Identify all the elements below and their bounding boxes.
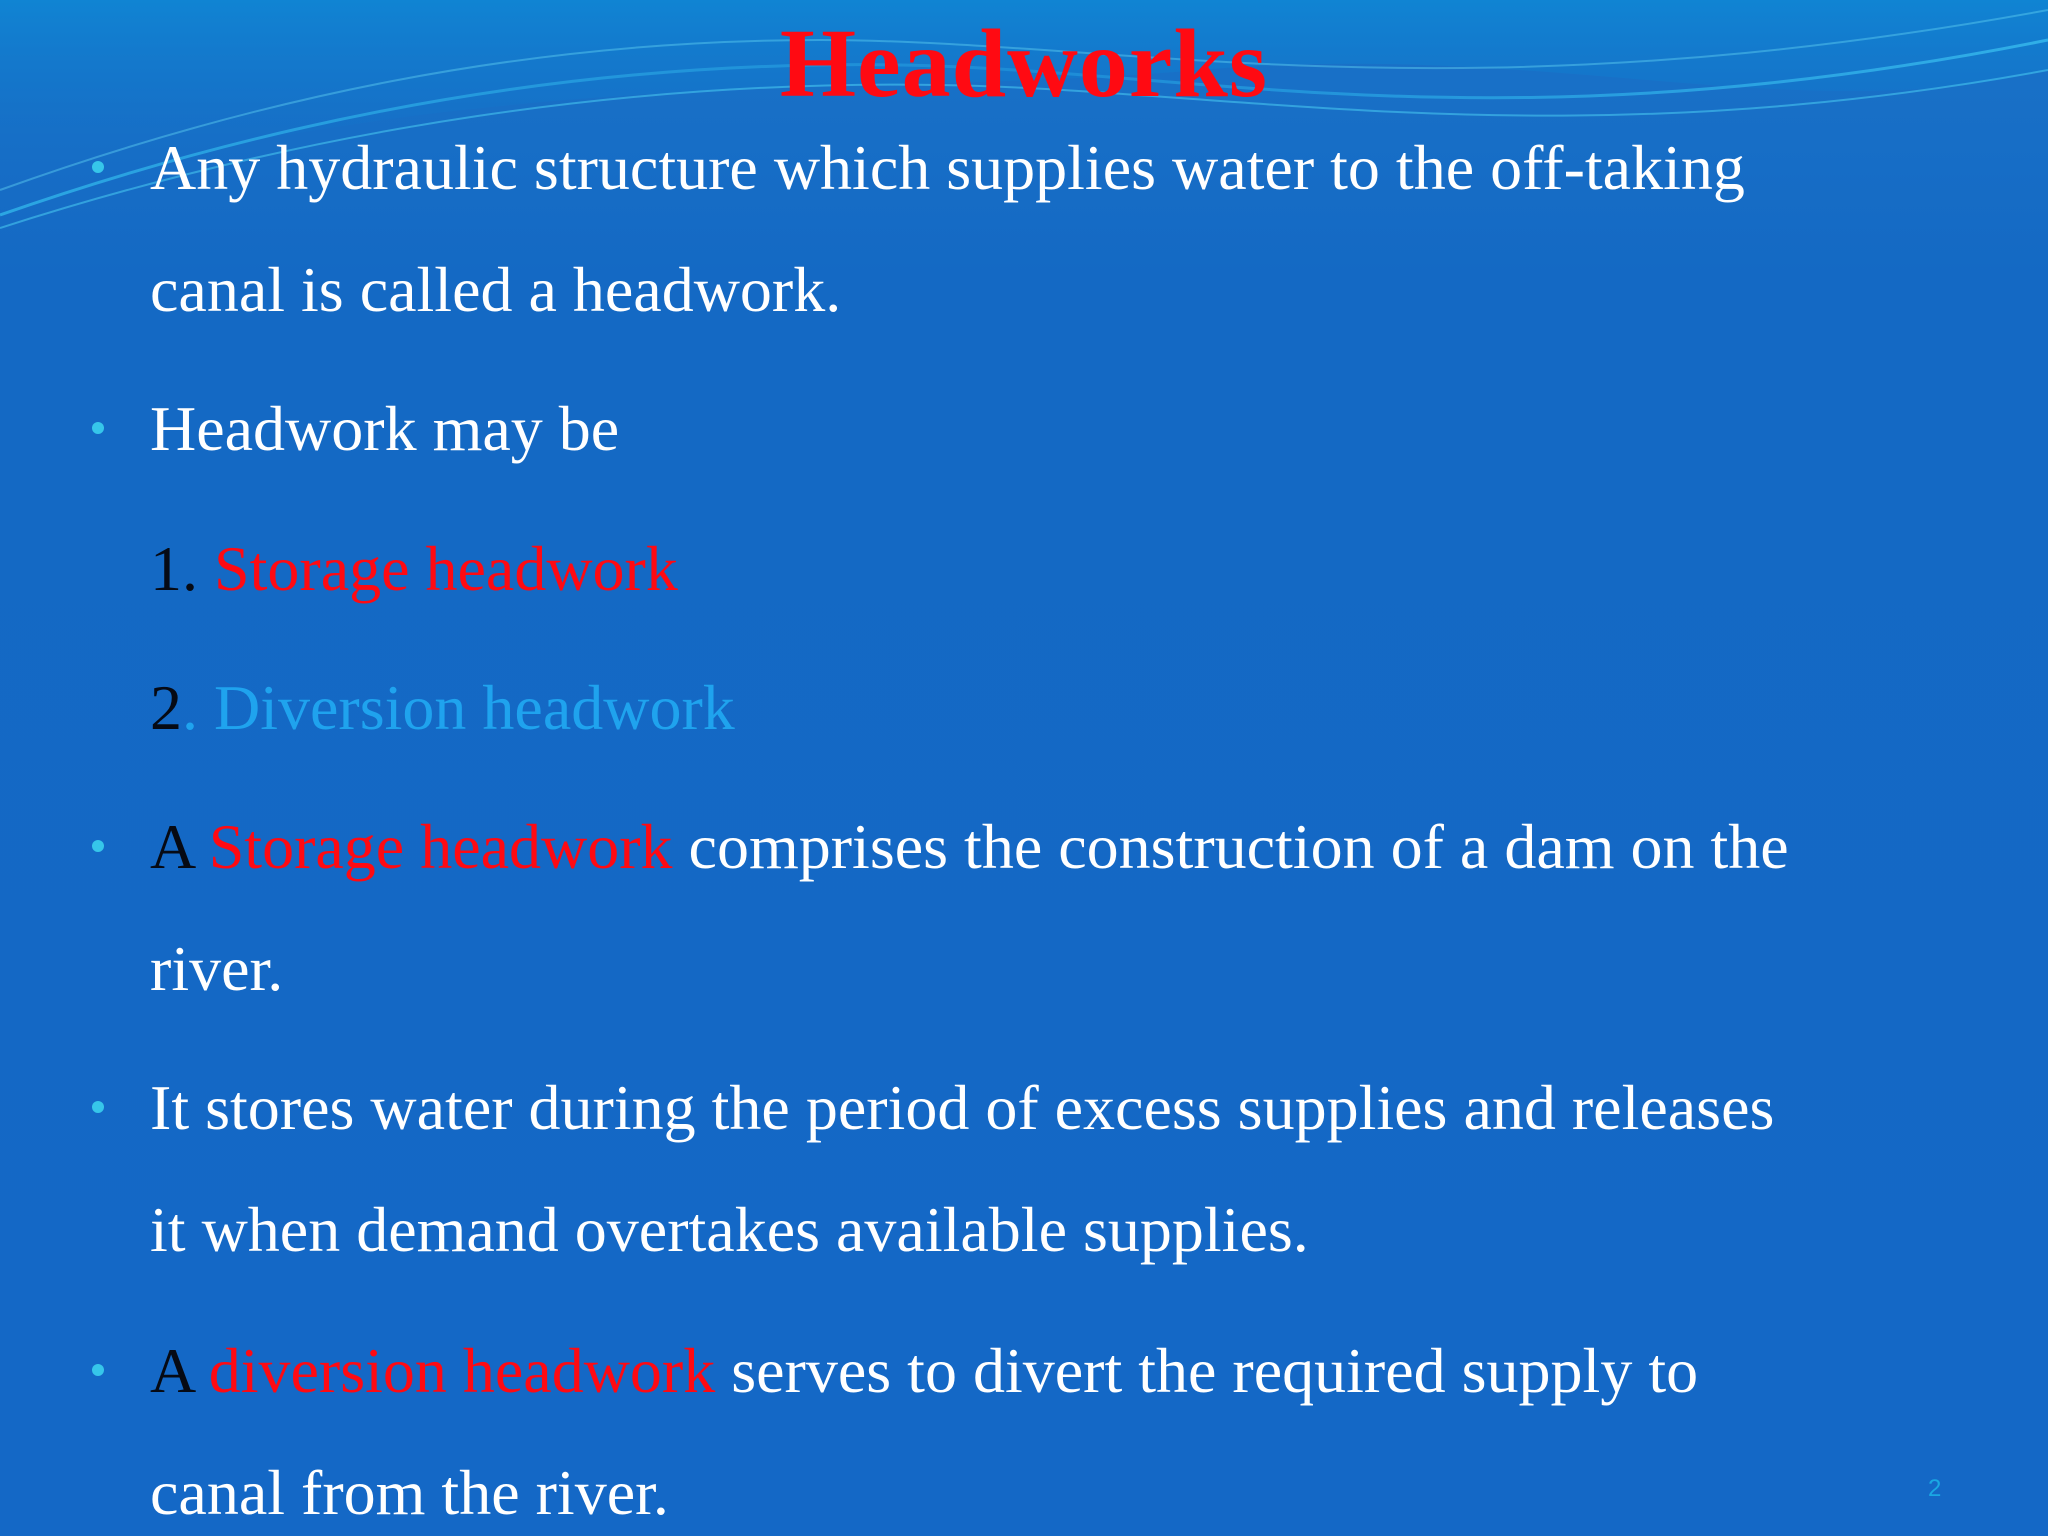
bullet-dot <box>92 422 104 434</box>
list-item-1-number: 1. <box>150 533 198 604</box>
page-number: 2 <box>1928 1475 1942 1502</box>
bullet-1-line-2: canal is called a headwork. <box>150 254 842 325</box>
bullet-4-line-2: it when demand overtakes available supplies. <box>150 1194 1309 1265</box>
bullet-3-prefix: A <box>150 811 193 882</box>
bullet-dot <box>92 1101 104 1113</box>
bullet-3-highlight: Storage headwork <box>208 811 673 882</box>
bullet-dot <box>92 840 104 852</box>
list-item-2-number: 2 <box>150 672 182 743</box>
bullet-1-line-1: Any hydraulic structure which supplies water to the off-taking <box>150 132 1745 203</box>
list-item-1 <box>150 529 678 609</box>
bullet-5-suffix: serves to divert the required supply to <box>731 1335 1699 1406</box>
slide-title: Headworks <box>779 10 1269 118</box>
list-item-2-text: . Diversion headwork <box>182 672 735 743</box>
bullet-4-line-1: It stores water during the period of excess supplies and releases <box>150 1072 1775 1143</box>
bullet-5-prefix: A <box>150 1335 193 1406</box>
list-item-2 <box>150 668 735 748</box>
bullet-5-line-2: canal from the river. <box>150 1457 669 1528</box>
bullet-3-line-1 <box>150 807 1789 887</box>
bullet-2-line-1: Headwork may be <box>150 393 620 464</box>
bullet-dot <box>92 1364 104 1376</box>
bullet-5-highlight: diversion headwork <box>208 1335 716 1406</box>
bullet-dot <box>92 161 104 173</box>
bullet-5-line-1 <box>150 1331 1698 1411</box>
bullet-3-suffix: comprises the construction of a dam on the <box>688 811 1789 882</box>
bullet-3-line-2: river. <box>150 933 284 1004</box>
list-item-1-text: Storage headwork <box>214 533 678 604</box>
